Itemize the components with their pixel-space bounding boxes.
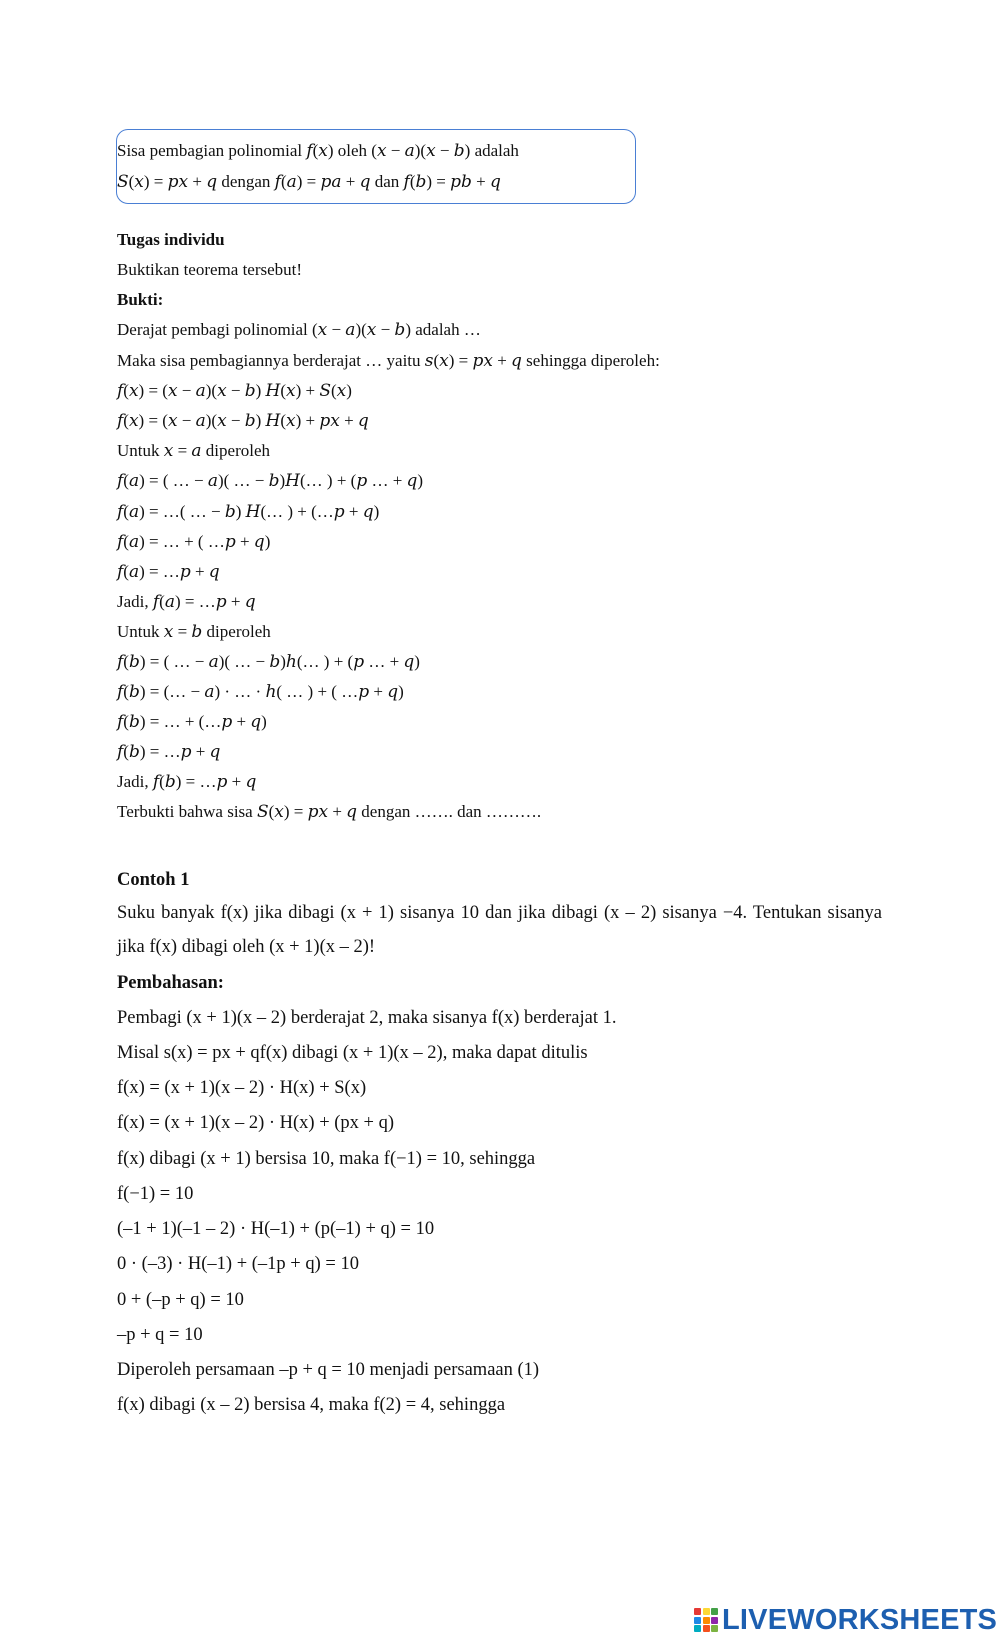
solution-heading: Pembahasan:	[117, 973, 224, 993]
task-instruction: Buktikan teorema tersebut!	[117, 260, 303, 279]
solution-line: f(x) = (x + 1)(x – 2) · H(x) + (px + q)	[117, 1113, 395, 1133]
task-heading: Tugas individu	[117, 230, 225, 249]
logo-cell	[703, 1608, 710, 1615]
solution-line: f(x) dibagi (x – 2) bersisa 4, maka f(2) = 4, sehingga	[117, 1395, 506, 1415]
proof-line: 𝑓(𝑏) = (… − 𝑎) · … · ℎ( … ) + ( …𝑝 + 𝑞)	[117, 682, 404, 701]
logo-cell	[711, 1625, 718, 1632]
proof-line: 𝑓(𝑥) = (𝑥 − 𝑎)(𝑥 − 𝑏) 𝐻(𝑥) + 𝑆(𝑥)	[117, 381, 352, 400]
logo-grid-icon	[694, 1608, 718, 1632]
logo-cell	[694, 1617, 701, 1624]
proof-heading: Bukti:	[117, 290, 164, 309]
logo-cell	[703, 1617, 710, 1624]
proof-line: 𝑓(𝑎) = ( … − 𝑎)( … − 𝑏)𝐻(… ) + (𝑝 … + 𝑞)	[117, 471, 424, 490]
proof-line: Maka sisa pembagiannya berderajat … yaitu 𝑠(𝑥) = 𝑝𝑥 + 𝑞 sehingga diperoleh:	[117, 351, 660, 370]
solution-line: Misal s(x) = px + qf(x) dibagi (x + 1)(x – 2), maka dapat ditulis	[117, 1043, 588, 1063]
proof-conclusion: Terbukti bahwa sisa 𝑆(𝑥) = 𝑝𝑥 + 𝑞 dengan ……. dan ……….	[117, 802, 542, 821]
logo-cell	[711, 1617, 718, 1624]
example-question: Suku banyak f(x) jika dibagi (x + 1) sisanya 10 dan jika dibagi (x – 2) sisanya −4. Tentukan sisanya jika f(x) dibagi oleh (x + 1)(x – 2)!	[117, 903, 882, 957]
solution-line: –p + q = 10	[117, 1325, 203, 1345]
example-heading: Contoh 1	[117, 870, 190, 890]
proof-line: 𝑓(𝑏) = … + (…𝑝 + 𝑞)	[117, 712, 267, 731]
logo-cell	[703, 1625, 710, 1632]
proof-line: 𝑓(𝑎) = …( … − 𝑏) 𝐻(… ) + (…𝑝 + 𝑞)	[117, 502, 380, 521]
solution-line: 0 · (–3) · H(–1) + (–1p + q) = 10	[117, 1254, 359, 1274]
logo-cell	[694, 1608, 701, 1615]
proof-line: Untuk 𝑥 = 𝑎 diperoleh	[117, 441, 271, 460]
solution-line: f(−1) = 10	[117, 1184, 194, 1204]
logo-text: LIVEWORKSHEETS	[722, 1603, 998, 1636]
theorem-line-2: 𝑆(𝑥) = 𝑝𝑥 + 𝑞 dengan 𝑓(𝑎) = 𝑝𝑎 + 𝑞 dan 𝑓(𝑏) = 𝑝𝑏 + 𝑞	[117, 172, 501, 191]
solution-line: f(x) dibagi (x + 1) bersisa 10, maka f(−1) = 10, sehingga	[117, 1149, 536, 1169]
proof-line: 𝑓(𝑏) = …𝑝 + 𝑞	[117, 742, 221, 761]
proof-line: 𝑓(𝑏) = ( … − 𝑎)( … − 𝑏)ℎ(… ) + (𝑝 … + 𝑞)	[117, 652, 420, 671]
solution-line: 0 + (–p + q) = 10	[117, 1290, 244, 1310]
solution-line: f(x) = (x + 1)(x – 2) · H(x) + S(x)	[117, 1078, 367, 1098]
proof-line: 𝑓(𝑎) = … + ( …𝑝 + 𝑞)	[117, 532, 271, 551]
proof-line: Jadi, 𝑓(𝑏) = …𝑝 + 𝑞	[117, 772, 257, 791]
solution-line: Pembagi (x + 1)(x – 2) berderajat 2, maka sisanya f(x) berderajat 1.	[117, 1008, 617, 1028]
solution-line: Diperoleh persamaan –p + q = 10 menjadi persamaan (1)	[117, 1360, 540, 1380]
logo-cell	[694, 1625, 701, 1632]
liveworksheets-logo[interactable]	[694, 1603, 997, 1637]
proof-line: Jadi, 𝑓(𝑎) = …𝑝 + 𝑞	[117, 592, 256, 611]
proof-line: 𝑓(𝑎) = …𝑝 + 𝑞	[117, 562, 220, 581]
logo-cell	[711, 1608, 718, 1615]
proof-line: Derajat pembagi polinomial (𝑥 − 𝑎)(𝑥 − 𝑏) adalah …	[117, 320, 481, 339]
proof-line: 𝑓(𝑥) = (𝑥 − 𝑎)(𝑥 − 𝑏) 𝐻(𝑥) + 𝑝𝑥 + 𝑞	[117, 411, 369, 430]
solution-line: (–1 + 1)(–1 – 2) · H(–1) + (p(–1) + q) = 10	[117, 1219, 435, 1239]
theorem-line-1: Sisa pembagian polinomial 𝑓(𝑥) oleh (𝑥 − 𝑎)(𝑥 − 𝑏) adalah	[117, 141, 519, 160]
proof-line: Untuk 𝑥 = 𝑏 diperoleh	[117, 622, 271, 641]
